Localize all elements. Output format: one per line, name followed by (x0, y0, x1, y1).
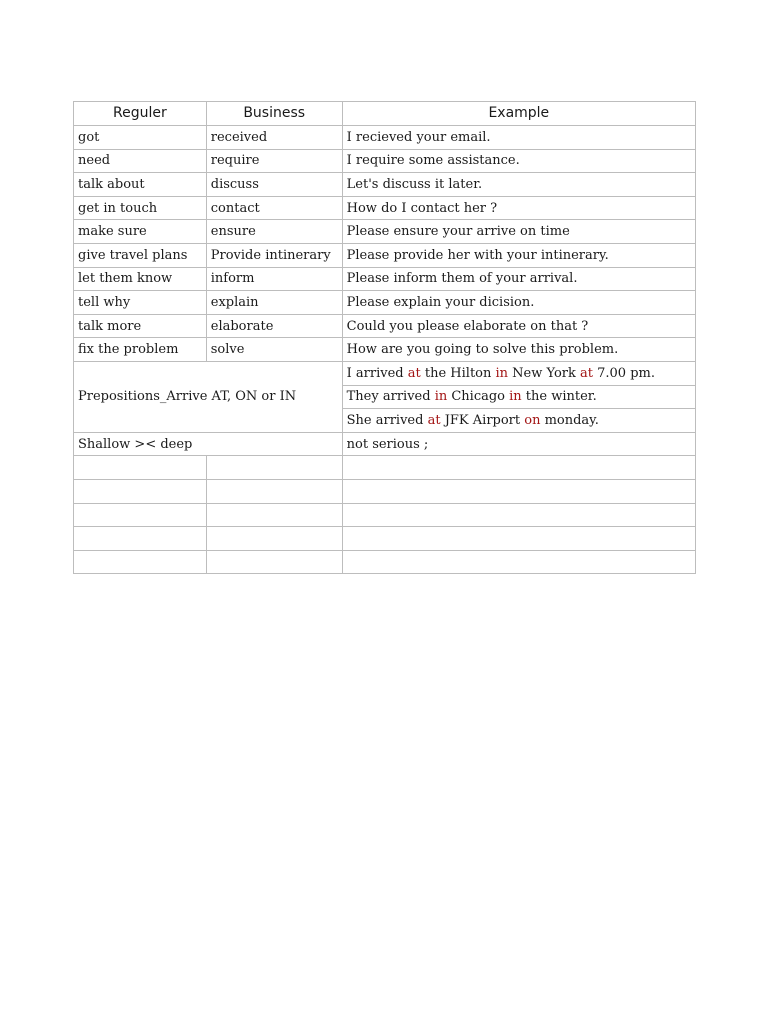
shallow-row (74, 432, 696, 456)
empty-cell (342, 527, 695, 551)
table-row (74, 267, 696, 291)
business-cell: inform (206, 267, 342, 291)
reguler-cell: make sure (74, 220, 207, 244)
table-row (74, 291, 696, 315)
business-cell: received (206, 126, 342, 150)
prepositions-row (74, 361, 696, 385)
example-text: Chicago (447, 389, 510, 405)
table-row (74, 149, 696, 173)
empty-row (74, 479, 696, 503)
table-row (74, 126, 696, 150)
reguler-cell: need (74, 149, 207, 173)
example-text: 7.00 pm. (592, 365, 655, 381)
example-cell: Let's discuss it later. (342, 173, 695, 197)
example-cell: Could you please elaborate on that ? (342, 314, 695, 338)
vocabulary-table (73, 101, 696, 574)
empty-cell (74, 503, 207, 527)
header-row (74, 102, 696, 126)
table-row (74, 173, 696, 197)
preposition-highlight: at (407, 365, 421, 381)
empty-cell (206, 456, 342, 480)
empty-cell (206, 527, 342, 551)
preposition-highlight: at (427, 412, 441, 428)
example-text: I arrived (346, 365, 408, 381)
business-cell: discuss (206, 173, 342, 197)
table-row (74, 196, 696, 220)
header-reguler: Reguler (74, 102, 207, 126)
example-text: She arrived (346, 412, 428, 428)
empty-cell (342, 479, 695, 503)
shallow-example: not serious ; (342, 432, 695, 456)
empty-cell (74, 527, 207, 551)
table-row (74, 338, 696, 362)
preposition-highlight: at (580, 365, 593, 381)
example-cell: Please provide her with your intinerary. (342, 243, 695, 267)
empty-cell (74, 456, 207, 480)
reguler-cell: get in touch (74, 196, 207, 220)
empty-cell (342, 503, 695, 527)
business-cell: explain (206, 291, 342, 315)
business-cell: ensure (206, 220, 342, 244)
business-cell: Provide intinerary (206, 243, 342, 267)
example-text: JFK Airport (440, 412, 525, 428)
example-cell: How are you going to solve this problem. (342, 338, 695, 362)
empty-cell (206, 503, 342, 527)
example-cell: I recieved your email. (342, 126, 695, 150)
reguler-cell: give travel plans (74, 243, 207, 267)
example-text: monday. (540, 412, 599, 428)
empty-row (74, 550, 696, 574)
example-text: the Hilton (420, 365, 496, 381)
empty-cell (206, 550, 342, 574)
reguler-cell: talk about (74, 173, 207, 197)
reguler-cell: let them know (74, 267, 207, 291)
preposition-example (342, 385, 695, 409)
shallow-label: Shallow >< deep (74, 432, 343, 456)
empty-cell (342, 456, 695, 480)
empty-row (74, 527, 696, 551)
example-cell: How do I contact her ? (342, 196, 695, 220)
table-row (74, 220, 696, 244)
header-example: Example (342, 102, 695, 126)
table-row (74, 243, 696, 267)
example-cell: Please inform them of your arrival. (342, 267, 695, 291)
business-cell: contact (206, 196, 342, 220)
preposition-highlight: in (509, 389, 522, 405)
empty-row (74, 456, 696, 480)
example-cell: Please ensure your arrive on time (342, 220, 695, 244)
empty-cell (74, 550, 207, 574)
preposition-highlight: in (495, 365, 509, 381)
header-business: Business (206, 102, 342, 126)
example-cell: Please explain your dicision. (342, 291, 695, 315)
example-text: the winter. (521, 389, 597, 405)
reguler-cell: fix the problem (74, 338, 207, 362)
preposition-highlight: in (434, 389, 448, 405)
prepositions-label: Prepositions_Arrive AT, ON or IN (74, 361, 343, 432)
example-text: New York (508, 365, 580, 381)
preposition-example (342, 361, 695, 385)
empty-cell (342, 550, 695, 574)
empty-row (74, 503, 696, 527)
preposition-example (342, 409, 695, 433)
business-cell: solve (206, 338, 342, 362)
reguler-cell: talk more (74, 314, 207, 338)
table-row (74, 314, 696, 338)
reguler-cell: got (74, 126, 207, 150)
business-cell: elaborate (206, 314, 342, 338)
empty-cell (74, 479, 207, 503)
example-text: They arrived (346, 389, 435, 405)
preposition-highlight: on (524, 412, 541, 428)
reguler-cell: tell why (74, 291, 207, 315)
empty-cell (206, 479, 342, 503)
example-cell: I require some assistance. (342, 149, 695, 173)
business-cell: require (206, 149, 342, 173)
